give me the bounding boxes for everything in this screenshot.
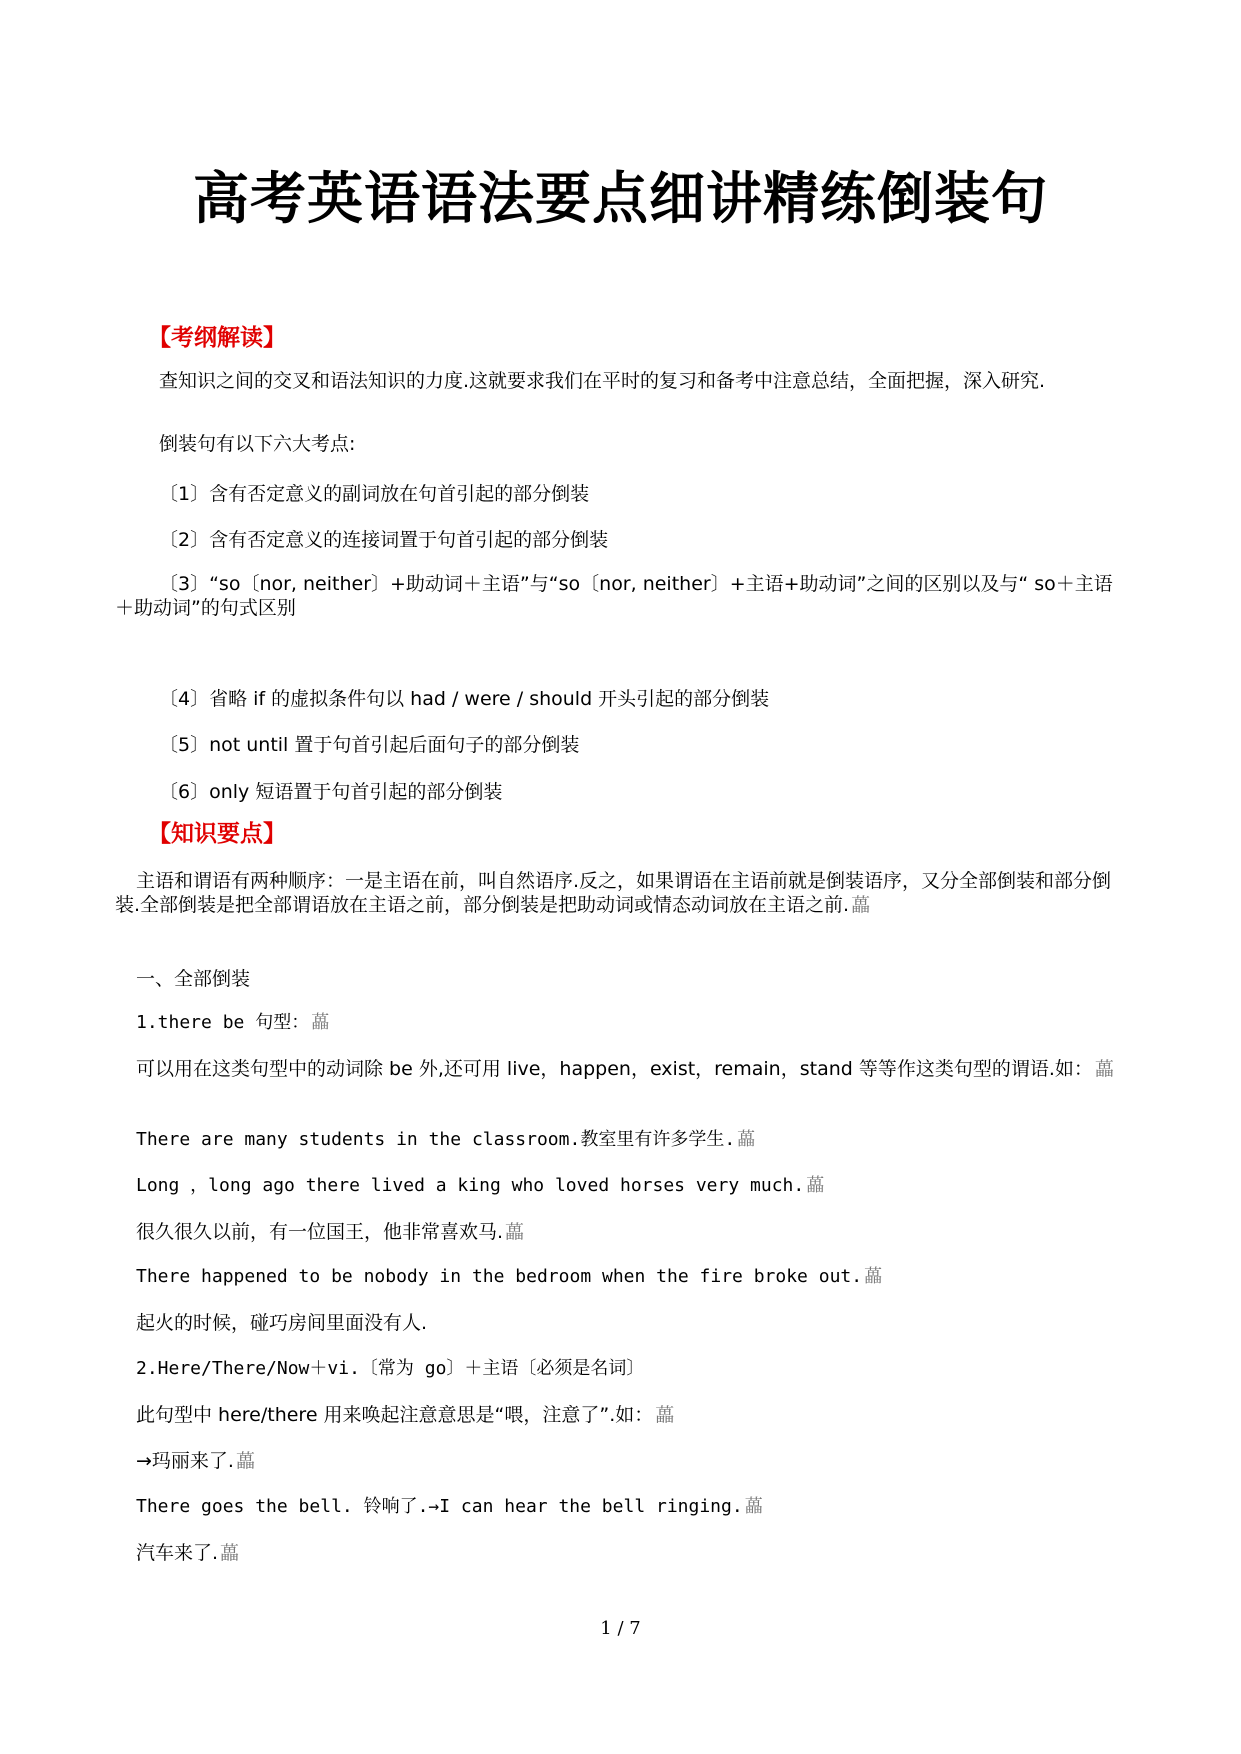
example-text: →玛丽来了. <box>136 1450 234 1472</box>
example-line <box>136 1449 255 1473</box>
page-number: 1 / 7 <box>600 1618 641 1639</box>
example-text: 汽车来了. <box>136 1542 219 1564</box>
knowledge-paragraph <box>115 869 1125 917</box>
example-text: There goes the bell. 铃响了.→I can hear the bell ringing. <box>136 1496 743 1517</box>
example-line <box>136 1128 755 1152</box>
mark-glyph: 藟 <box>737 1129 756 1150</box>
item2-title: 2.Here/There/Now＋vi.〔常为 go〕＋主语〔必须是名词〕 <box>136 1358 645 1379</box>
mark-glyph: 藟 <box>220 1542 240 1564</box>
example-line <box>136 1495 763 1519</box>
knowledge-text: 主语和谓语有两种顺序：一是主语在前，叫自然语序.反之，如果谓语在主语前就是倒装语序，又分全部倒装和部分倒装.全部倒装是把全部谓语放在主语之前，部分倒装是把助动词或情态动词放在主语之前. <box>115 870 1112 916</box>
example-line: 起火的时候，碰巧房间里面没有人. <box>136 1312 428 1334</box>
item1-title-text: 1.there be 句型： <box>136 1012 310 1033</box>
mark-glyph: 藟 <box>864 1266 883 1287</box>
item2-desc <box>136 1403 674 1427</box>
item1-desc <box>115 1057 1125 1081</box>
page-title: 高考英语语法要点细讲精练倒装句 <box>193 166 1048 232</box>
mark-glyph: 藟 <box>505 1221 525 1243</box>
mark-glyph: 藟 <box>311 1012 330 1033</box>
point-item: 〔4〕省略 if 的虚拟条件句以 had / were / should 开头引起的部分倒装 <box>159 688 770 710</box>
points-intro: 倒装句有以下六大考点: <box>159 433 356 455</box>
section-heading-knowledge: 【知识要点】 <box>148 821 286 847</box>
point-item: 〔3〕“so〔nor, neither〕+助动词＋主语”与“so〔nor, neither〕+主语+助动词”之间的区别以及与“ so＋主语＋助动词”的句式区别 <box>115 573 1113 619</box>
point-item: 〔5〕not until 置于句首引起后面句子的部分倒装 <box>159 734 580 756</box>
mark-glyph: 藟 <box>806 1175 825 1196</box>
example-line <box>136 1265 882 1289</box>
example-text: 很久很久以前，有一位国王，他非常喜欢马. <box>136 1221 504 1243</box>
full-inversion-heading: 一、全部倒装 <box>136 968 251 990</box>
example-text: There are many students in the classroom.教室里有许多学生. <box>136 1129 736 1150</box>
item1-title <box>136 1011 329 1035</box>
mark-glyph: 藟 <box>744 1496 763 1517</box>
example-line <box>136 1174 824 1198</box>
mark-glyph: 藟 <box>655 1404 675 1426</box>
mark-glyph: 藟 <box>1094 1058 1114 1080</box>
item1-desc-text: 可以用在这类句型中的动词除 be 外,还可用 live，happen，exist，remain，stand 等等作这类句型的谓语.如： <box>136 1058 1093 1080</box>
example-text: There happened to be nobody in the bedroom when the fire broke out. <box>136 1266 863 1287</box>
mark-glyph: 藟 <box>235 1450 255 1472</box>
example-line <box>136 1541 239 1565</box>
point-item: 〔6〕only 短语置于句首引起的部分倒装 <box>159 781 503 803</box>
example-text: Long ，long ago there lived a king who loved horses very much. <box>136 1175 805 1196</box>
point-item: 〔1〕含有否定意义的副词放在句首引起的部分倒装 <box>159 483 590 505</box>
example-line <box>136 1220 524 1244</box>
mark-glyph: 藟 <box>851 894 871 916</box>
intro-paragraph: 查知识之间的交叉和语法知识的力度.这就要求我们在平时的复习和备考中注意总结，全面把握，深入研究. <box>159 370 1046 392</box>
item2-desc-text: 此句型中 here/there 用来唤起注意意思是“喂，注意了”.如： <box>136 1404 654 1426</box>
point-item: 〔2〕含有否定意义的连接词置于句首引起的部分倒装 <box>159 529 609 551</box>
section-heading-syllabus: 【考纲解读】 <box>148 325 286 351</box>
